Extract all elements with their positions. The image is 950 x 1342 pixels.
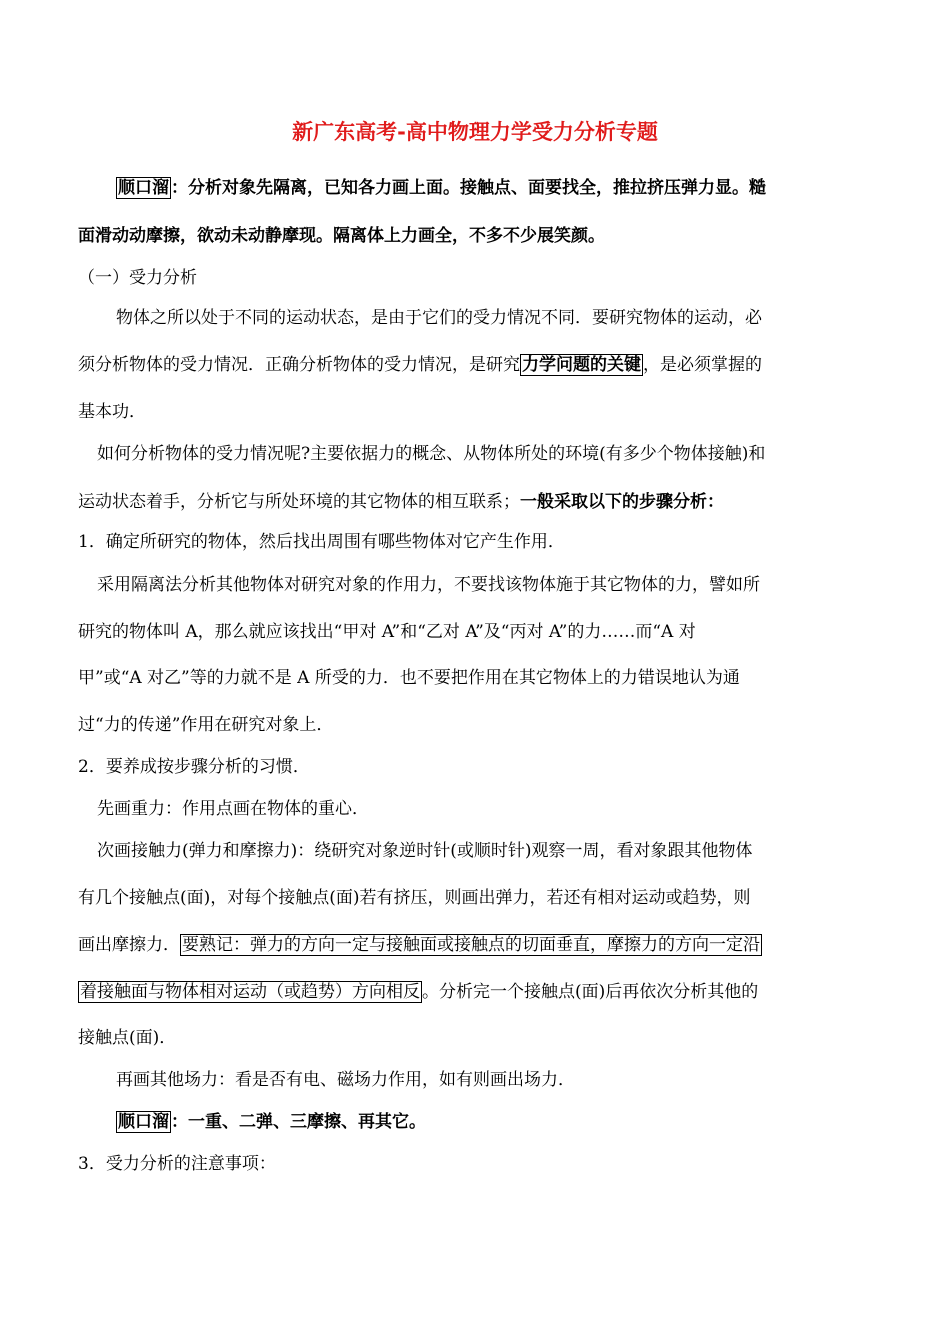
mnemonic-label: 顺口溜 [118, 1112, 169, 1132]
paragraph-line: 基本功． [78, 402, 146, 422]
step-2: 2．要养成按步骤分析的习惯． [78, 757, 310, 777]
paragraph-line: 须分析物体的受力情况．正确分析物体的受力情况，是研究 力学问题的关键 ，是必须掌握的 [78, 355, 762, 375]
section-heading: （一）受力分析 [78, 268, 197, 288]
paragraph-line: 画出摩擦力． 要熟记：弹力的方向一定与接触面或接触点的切面垂直，摩擦力的方向一定沿 [78, 935, 760, 955]
key-phrase-box: 力学问题的关键 [522, 355, 641, 375]
paragraph-line: 着接触面与物体相对运动（或趋势）方向相反 。分析完一个接触点(面)后再依次分析其他的 [80, 982, 759, 1002]
step-3: 3．受力分析的注意事项： [78, 1154, 276, 1174]
steps-intro: 一般采取以下的步骤分析： [520, 492, 724, 512]
page-title: 新广东高考-高中物理力学受力分析专题 [292, 120, 658, 144]
mnemonic-2: 顺口溜 ：一重、二弹、三摩擦、再其它。 [118, 1112, 426, 1132]
gravity-line: 先画重力：作用点画在物体的重心． [97, 799, 369, 819]
paragraph-line: 如何分析物体的受力情况呢?主要依据力的概念、从物体所处的环境(有多少个物体接触)和 [97, 444, 766, 464]
mnemonic-label: 顺口溜 [118, 178, 169, 198]
key-rule-box: 要熟记：弹力的方向一定与接触面或接触点的切面垂直，摩擦力的方向一定沿 [182, 935, 760, 955]
mnemonic-line-2: 面滑动动摩擦，欲动未动静摩现。隔离体上力画全，不多不少展笑颜。 [78, 226, 605, 246]
field-force-line: 再画其他场力：看是否有电、磁场力作用，如有则画出场力． [116, 1070, 575, 1090]
paragraph-line: 甲”或“A 对乙”等的力就不是 A 所受的力．也不要把作用在其它物体上的力错误地认为通 [78, 668, 740, 688]
paragraph-line: 有几个接触点(面)，对每个接触点(面)若有挤压，则画出弹力，若还有相对运动或趋势，则 [78, 888, 751, 908]
mnemonic-text: 分析对象先隔离，已知各力画上面。接触点、面要找全，推拉挤压弹力显。糙 [188, 178, 766, 198]
mnemonic-line-1: 顺口溜 ：分析对象先隔离，已知各力画上面。接触点、面要找全，推拉挤压弹力显。糙 [118, 178, 766, 198]
key-rule-box-continued: 着接触面与物体相对运动（或趋势）方向相反 [80, 982, 420, 1002]
paragraph-line: 运动状态着手，分析它与所处环境的其它物体的相互联系；一般采取以下的步骤分析： [78, 492, 724, 512]
paragraph-line: 过“力的传递”作用在研究对象上． [78, 715, 334, 735]
paragraph-line: 采用隔离法分析其他物体对研究对象的作用力，不要找该物体施于其它物体的力，譬如所 [97, 575, 760, 595]
step-1: 1．确定所研究的物体，然后找出周围有哪些物体对它产生作用． [78, 532, 565, 552]
paragraph-line: 物体之所以处于不同的运动状态，是由于它们的受力情况不同．要研究物体的运动，必 [116, 308, 762, 328]
paragraph-line: 次画接触力(弹力和摩擦力)：绕研究对象逆时针(或顺时针)观察一周，看对象跟其他物体 [97, 841, 753, 861]
paragraph-line: 研究的物体叫 A，那么就应该找出“甲对 A”和“乙对 A”及“丙对 A”的力……而“A 对 [78, 622, 696, 642]
paragraph-line: 接触点(面)． [78, 1028, 177, 1048]
